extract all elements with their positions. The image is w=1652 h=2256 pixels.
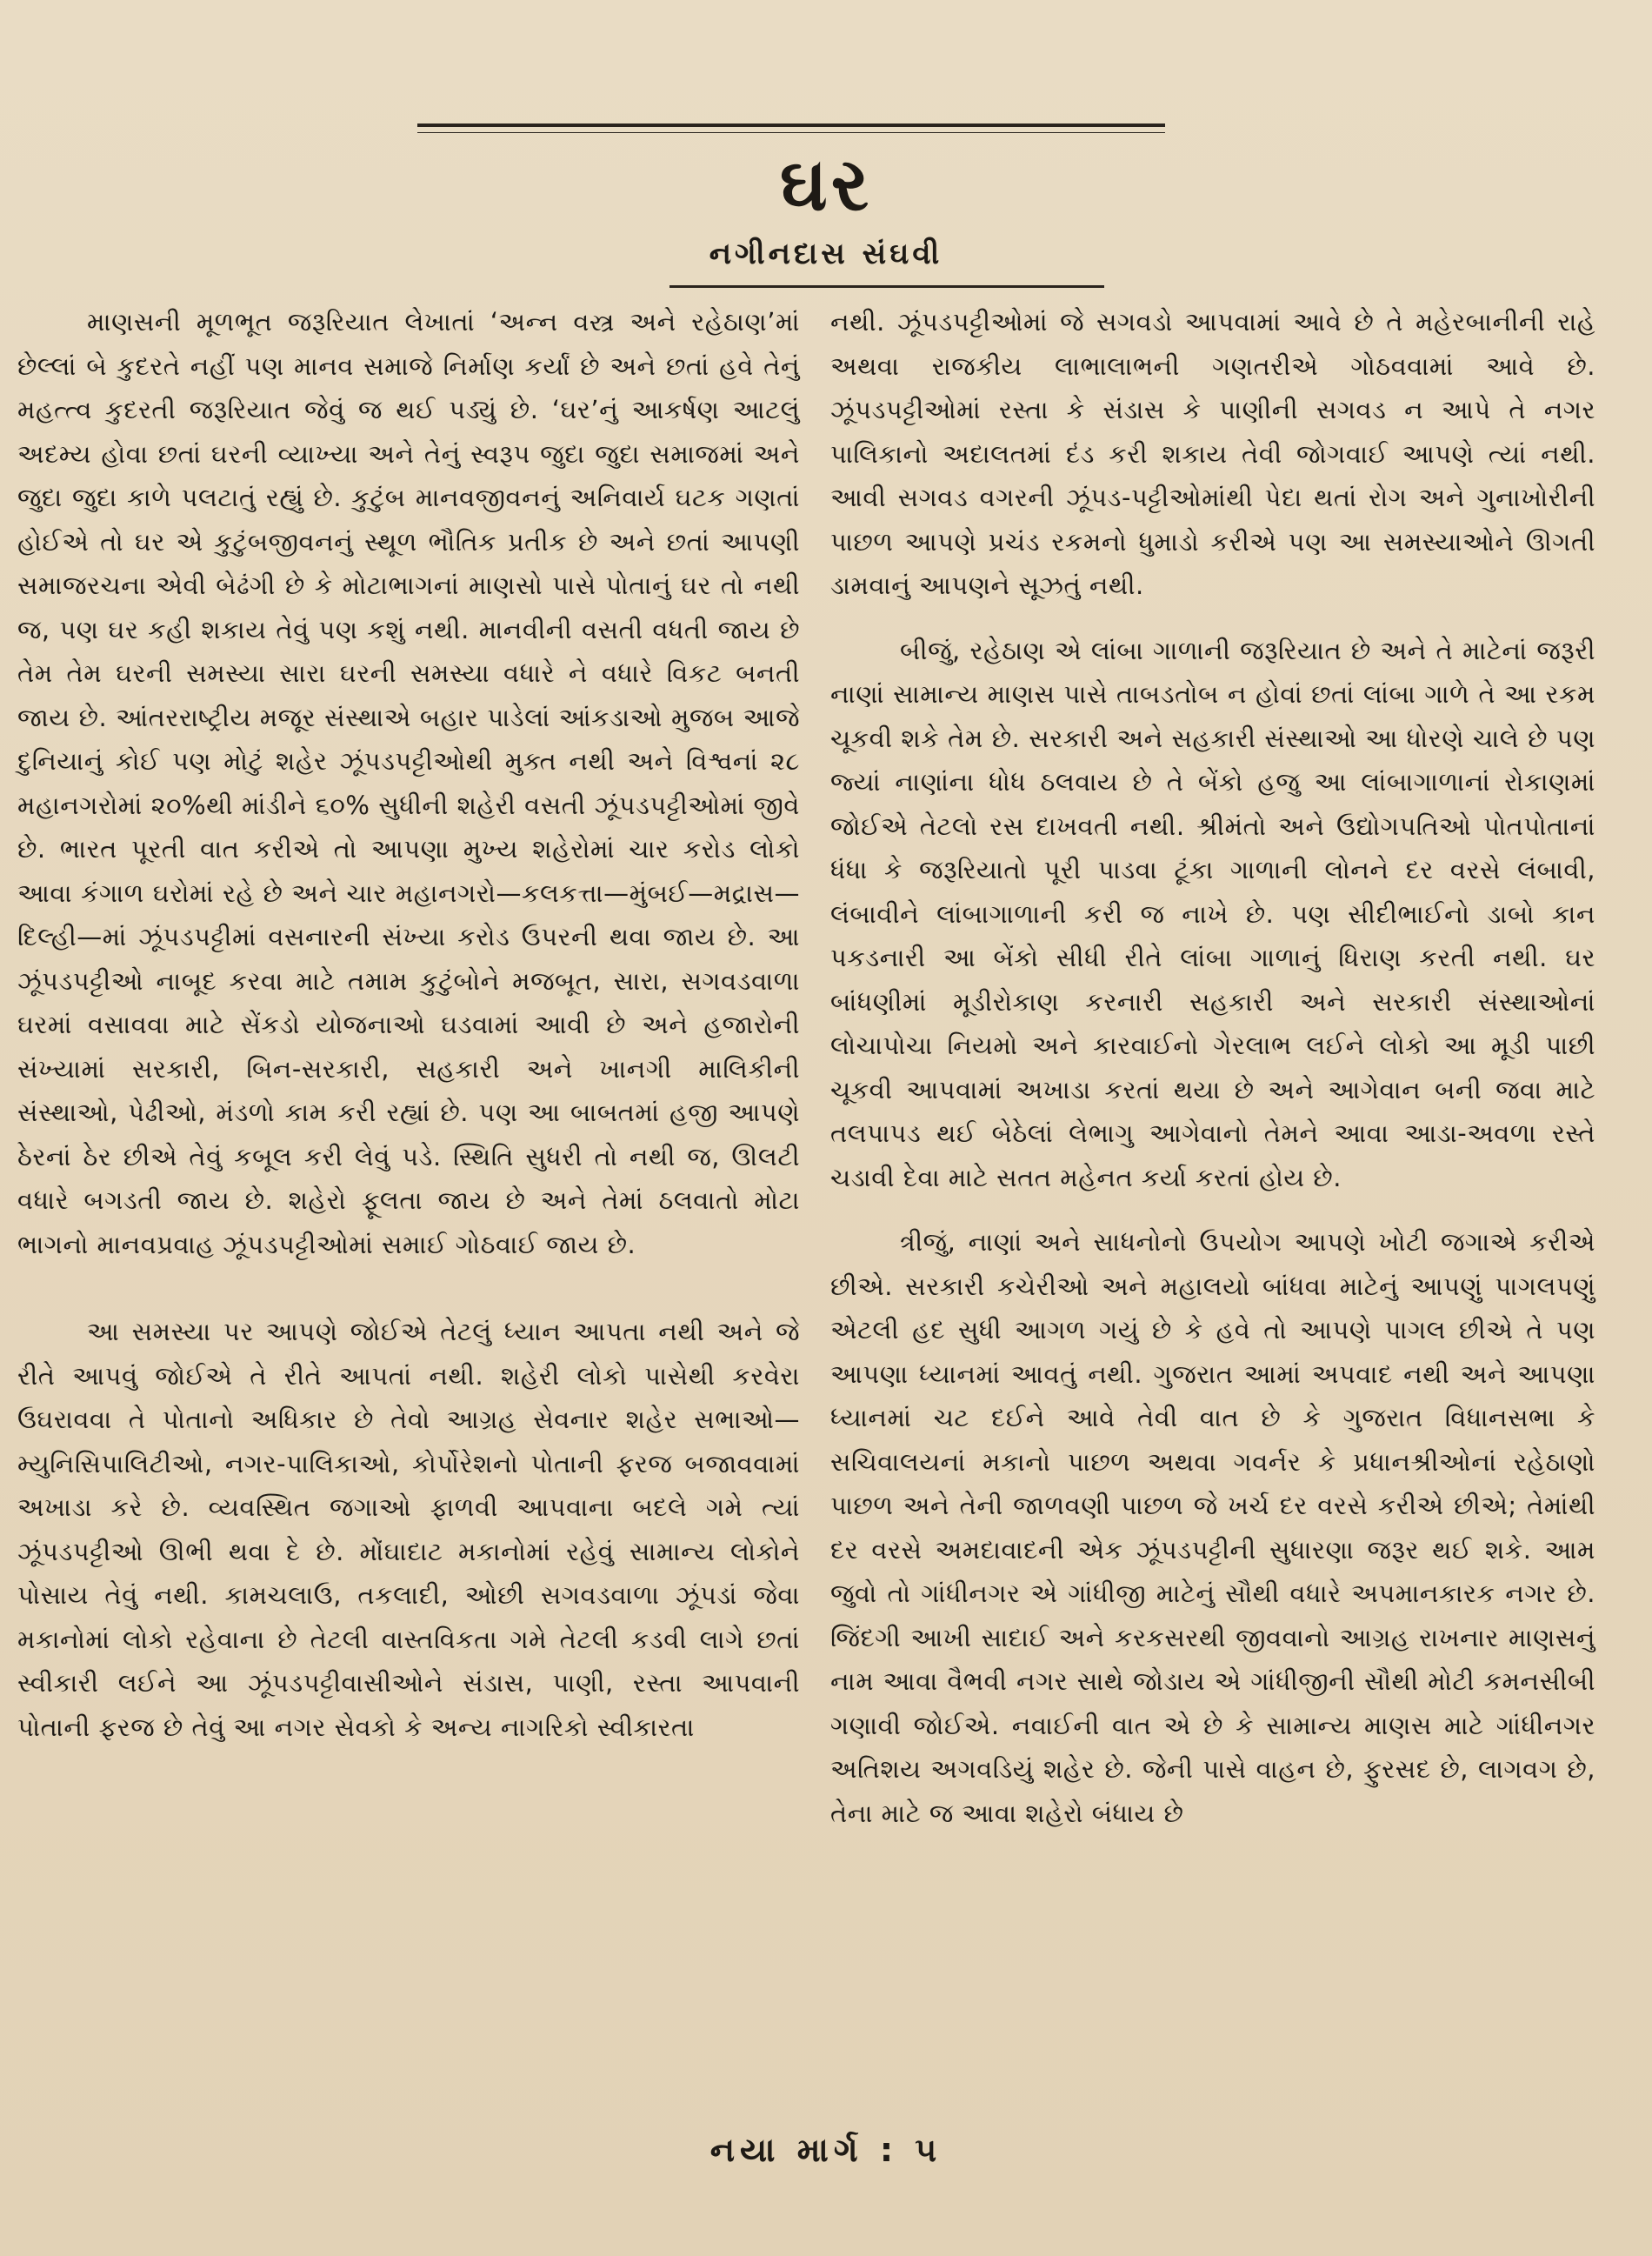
left-column [17,300,800,1749]
page-footer: નયા માર્ગ : ૫ [709,2131,943,2169]
article-author: નગીનદાસ સંઘવી [709,237,943,271]
paragraph: બીજું, રહેઠાણ એ લાંબા ગાળાની જરૂરિયાત છે અને તે માટેનાં જરૂરી નાણાં સામાન્ય માણસ પાસે તાબડતોબ ન હોવાં છતાં લાંબા ગાળે તે આ રકમ ચૂકવી શકે તેમ છે. સરકારી અને સહકારી સંસ્થાઓ આ ધોરણે ચાલે છે પણ જ્યાં નાણાંના ધોધ ઠલવાય છે તે બેંકો હજુ આ લાંબાગાળાનાં રોકાણમાં જોઈએ તેટલો રસ દાખવતી નથી. શ્રીમંતો અને ઉદ્યોગપતિઓ પોતપોતાનાં ધંધા કે જરૂરિયાતો પૂરી પાડવા ટૂંકા ગાળાની લોનને દર વરસે લંબાવી, લંબાવીને લાંબાગાળાની કરી જ નાખે છે. પણ સીદીભાઈનો ડાબો કાન પકડનારી આ બેંકો સીધી રીતે લાંબા ગાળાનું ધિરાણ કરતી નથી. ઘર બાંધણીમાં મૂડીરોકાણ કરનારી સહકારી અને સરકારી સંસ્થાઓનાં લોચાપોચા નિયમો અને કારવાઈનો ગેરલાભ લઈને લોકો આ મૂડી પાછી ચૂકવી આપવામાં અખાડા કરતાં થયા છે અને આગેવાન બની જવા માટે તલપાપડ થઈ બેઠેલાં લેભાગુ આગેવાનો તેમને આવા આડા-અવળા રસ્તે ચડાવી દેવા માટે સતત મહેનત કર્યા કરતાં હોય છે. [830,635,1595,1192]
paragraph: આ સમસ્યા પર આપણે જોઈએ તેટલું ધ્યાન આપતા નથી અને જે રીતે આપવું જોઈએ તે રીતે આપતાં નથી. શહેરી લોકો પાસેથી કરવેરા ઉઘરાવવા તે પોતાનો અધિકાર છે તેવો આગ્રહ સેવનાર શહેર સભાઓ—મ્યુનિસિપાલિટીઓ, નગર-પાલિકાઓ, કોર્પોરેશનો પોતાની ફરજ બજાવવામાં અખાડા કરે છે. વ્યવસ્થિત જગાઓ ફાળવી આપવાના બદલે ગમે ત્યાં ઝૂંપડપટ્ટીઓ ઊભી થવા દે છે. મોંઘાદાટ મકાનોમાં રહેવું સામાન્ય લોકોને પોસાય તેવું નથી. કામચલાઉ, તકલાદી, ઓછી સગવડવાળા ઝૂંપડાં જેવા મકાનોમાં લોકો રહેવાના છે તેટલી વાસ્તવિકતા ગમે તેટલી કડવી લાગે છતાં સ્વીકારી લઈને આ ઝૂંપડપટ્ટીવાસીઓને સંડાસ, પાણી, રસ્તા આપવાની પોતાની ફરજ છે તેવું આ નગર સેવકો કે અન્ય નાગરિકો સ્વીકારતા [17,1317,800,1742]
article-title: ઘર [779,142,873,227]
author-underline [669,285,1104,288]
paragraph: નથી. ઝૂંપડપટ્ટીઓમાં જે સગવડો આપવામાં આવે છે તે મહેરબાનીની રાહે અથવા રાજકીય લાભાલાભની ગણતરીએ ગોઠવવામાં આવે છે. ઝૂંપડપટ્ટીઓમાં રસ્તા કે સંડાસ કે પાણીની સગવડ ન આપે તે નગર પાલિકાનો અદાલતમાં દંડ કરી શકાય તેવી જોગવાઈ આપણે ત્યાં નથી. આવી સગવડ વગરની ઝૂંપડ-પટ્ટીઓમાંથી પેદા થતાં રોગ અને ગુનાખોરીની પાછળ આપણે પ્રચંડ રકમનો ધુમાડો કરીએ પણ આ સમસ્યાઓને ઊગતી ડામવાનું આપણને સૂઝતું નથી. [830,307,1595,600]
header-rule [417,123,1165,133]
right-column [830,300,1595,1835]
paragraph: ત્રીજું, નાણાં અને સાધનોનો ઉપયોગ આપણે ખોટી જગાએ કરીએ છીએ. સરકારી કચેરીઓ અને મહાલયો બાંધવા માટેનું આપણું પાગલપણું એટલી હદ સુધી આગળ ગયું છે કે હવે તો આપણે પાગલ છીએ તે પણ આપણા ધ્યાનમાં આવતું નથી. ગુજરાત આમાં અપવાદ નથી અને આપણા ધ્યાનમાં ચટ દઈને આવે તેવી વાત છે કે ગુજરાત વિધાનસભા કે સચિવાલયનાં મકાનો પાછળ અથવા ગવર્નર કે પ્રધાનશ્રીઓનાં રહેઠાણો પાછળ અને તેની જાળવણી પાછળ જે ખર્ચ દર વરસે કરીએ છીએ; તેમાંથી દર વરસે અમદાવાદની એક ઝૂંપડપટ્ટીની સુધારણા જરૂર થઈ શકે. આમ જુવો તો ગાંધીનગર એ ગાંધીજી માટેનું સૌથી વધારે અપમાનકારક નગર છે. જિંદગી આખી સાદાઈ અને કરકસરથી જીવવાનો આગ્રહ રાખનાર માણસનું નામ આવા વૈભવી નગર સાથે જોડાય એ ગાંધીજીની સૌથી મોટી કમનસીબી ગણાવી જોઈએ. નવાઈની વાત એ છે કે સામાન્ય માણસ માટે ગાંધીનગર અતિશય અગવડિયું શહેર છે. જેની પાસે વાહન છે, ફુરસદ છે, લાગવગ છે, તેના માટે જ આવા શહેરો બંધાય છે [830,1227,1595,1828]
paragraph: માણસની મૂળભૂત જરૂરિયાત લેખાતાં ‘અન્ન વસ્ત્ર અને રહેઠાણ’માં છેલ્લાં બે કુદરતે નહીં પણ માનવ સમાજે નિર્માણ કર્યાં છે અને છતાં હવે તેનું મહત્ત્વ કુદરતી જરૂરિયાત જેવું જ થઈ પડ્યું છે. ‘ઘર’નું આકર્ષણ આટલું અદમ્ય હોવા છતાં ઘરની વ્યાખ્યા અને તેનું સ્વરૂપ જુદા જુદા સમાજમાં અને જુદા જુદા કાળે પલટાતું રહ્યું છે. કુટુંબ માનવજીવનનું અનિવાર્ય ઘટક ગણતાં હોઈએ તો ઘર એ કુટુંબજીવનનું સ્થૂળ ભૌતિક પ્રતીક છે અને છતાં આપણી સમાજરચના એવી બેઢંગી છે કે મોટાભાગનાં માણસો પાસે પોતાનું ઘર તો નથી જ, પણ ઘર કહી શકાય તેવું પણ કશું નથી. માનવીની વસતી વધતી જાય છે તેમ તેમ ઘરની સમસ્યા સારા ઘરની સમસ્યા વધારે ને વધારે વિકટ બનતી જાય છે. આંતરરાષ્ટ્રીય મજૂર સંસ્થાએ બહાર પાડેલાં આંકડાઓ મુજબ આજે દુનિયાનું કોઈ પણ મોટું શહેર ઝૂંપડપટ્ટીઓથી મુક્ત નથી અને વિશ્વનાં ૨૮ મહાનગરોમાં ૨૦%થી માંડીને ૬૦% સુધીની શહેરી વસતી ઝૂંપડપટ્ટીઓમાં જીવે છે. ભારત પૂરતી વાત કરીએ તો આપણા મુખ્ય શહેરોમાં ચાર કરોડ લોકો આવા કંગાળ ઘરોમાં રહે છે અને ચાર મહાનગરો—કલકત્તા—મુંબઈ—મદ્રાસ—દિલ્હી—માં ઝૂંપડપટ્ટીમાં વસનારની સંખ્યા કરોડ ઉપરની થવા જાય છે. આ ઝૂંપડપટ્ટીઓ નાબૂદ કરવા માટે તમામ કુટુંબોને મજબૂત, સારા, સગવડવાળા ઘરમાં વસાવવા માટે સેંકડો યોજનાઓ ઘડવામાં આવી છે અને હજારોની સંખ્યામાં સરકારી, બિન-સરકારી, સહકારી અને ખાનગી માલિકીની સંસ્થાઓ, પેઢીઓ, મંડળો કામ કરી રહ્યાં છે. પણ આ બાબતમાં હજી આપણે ઠેરનાં ઠેર છીએ તેવું કબૂલ કરી લેવું પડે. સ્થિતિ સુધરી તો નથી જ, ઊલટી વધારે બગડતી જાય છે. શહેરો ફૂલતા જાય છે અને તેમાં ઠલવાતો મોટા ભાગનો માનવપ્રવાહ ઝૂંપડપટ્ટીઓમાં સમાઈ ગોઠવાઈ જાય છે. [17,307,800,1259]
